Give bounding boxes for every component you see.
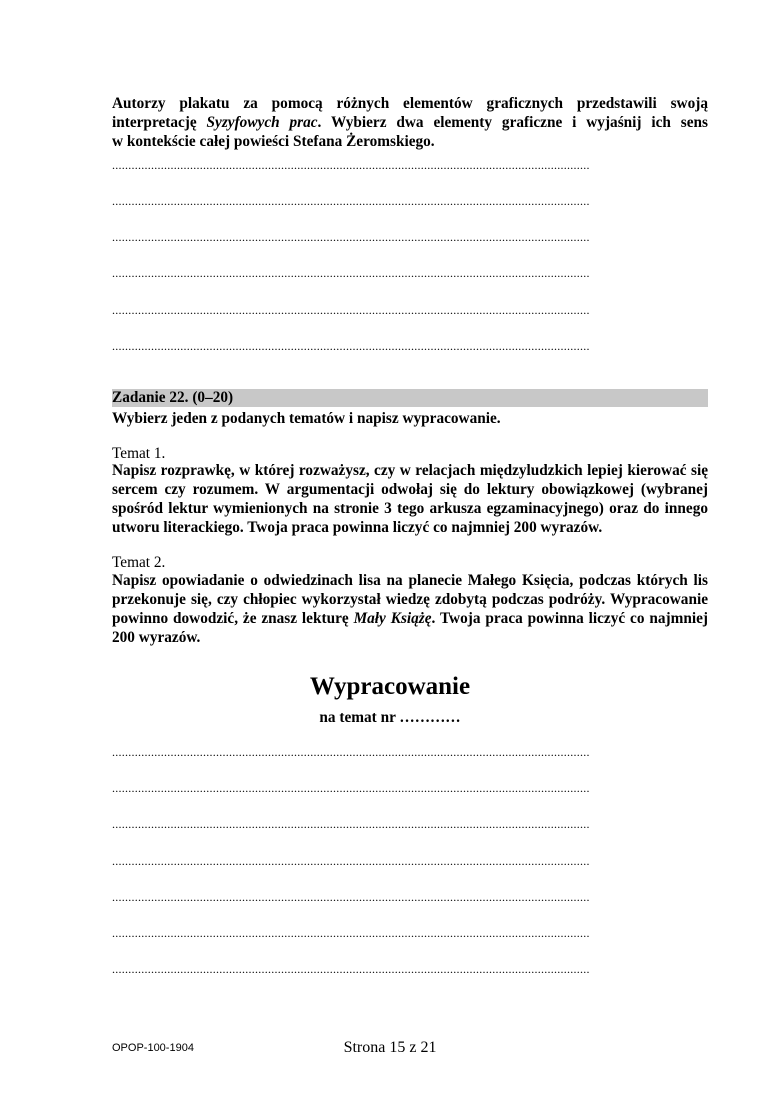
essay-topic-number[interactable]: na temat nr ………… [319,709,461,726]
answer-line[interactable]: ................................................................................................................................................... [112,158,590,172]
topic-1-text: Napisz rozprawkę, w której rozważysz, czy w relacjach międzyludzkich lepiej kierować się sercem czy rozumem. W argumentacji odwołaj się do lektury obowiązkowej (wybranej spośród lektur wymienionych na stronie 3 tego arkusza egzaminacyjnego) oraz do innego utworu literackiego. Twoja praca powinna liczyć co najmniej 200 wyrazów. [112,462,708,536]
answer-line[interactable]: ................................................................................................................................................... [112,194,590,208]
essay-line[interactable]: ................................................................................................................................................... [112,745,590,759]
topic-2-book-title: Mały Książę [353,610,432,627]
question-line-2-prefix: interpretację [112,114,207,131]
essay-line[interactable]: ................................................................................................................................................... [112,854,590,868]
essay-line[interactable]: ................................................................................................................................................... [112,962,590,976]
question-text [112,94,708,151]
essay-line[interactable]: ................................................................................................................................................... [112,926,590,940]
essay-line[interactable]: ................................................................................................................................................... [112,817,590,831]
question-line-2 [112,113,708,132]
answer-line[interactable]: ................................................................................................................................................... [112,266,590,280]
page-number: Strona 15 z 21 [343,1039,437,1056]
task-header-bar [112,389,708,407]
task-header: Zadanie 22. (0–20) [112,389,234,406]
topic-2-text-suffix: . Twoja praca powinna liczyć co najmniej 200 wyrazów. [112,610,708,646]
question-line-1: Autorzy plakatu za pomocą różnych elementów graficznych przedstawili swoją [112,95,708,112]
topic-2-label: Temat 2. [112,554,166,571]
question-book-title: Syzyfowych prac [206,114,318,131]
essay-line[interactable]: ................................................................................................................................................... [112,890,590,904]
essay-title: Wypracowanie [309,673,471,700]
topic-2-text [112,571,708,647]
topic-2-text-prefix: Napisz opowiadanie o odwiedzinach lisa na planecie Małego Księcia, podczas których lis przekonuje się, czy chłopiec wykorzystał wiedzę zdobytą podczas podróży. Wypracowanie powinno dowodzić, że znasz lekturę [112,572,708,627]
essay-line[interactable]: ................................................................................................................................................... [112,781,590,795]
answer-line[interactable]: ................................................................................................................................................... [112,339,590,353]
task-instruction: Wybierz jeden z podanych tematów i napisz wypracowanie. [112,410,501,427]
question-line-2-suffix: . Wybierz dwa elementy graficzne i wyjaśnij ich sens [317,114,709,131]
answer-line[interactable]: ................................................................................................................................................... [112,303,590,317]
topic-1-label: Temat 1. [112,445,166,462]
answer-line[interactable]: ................................................................................................................................................... [112,230,590,244]
exam-code: OPOP-100-1904 [112,1042,194,1054]
question-line-3: w kontekście całej powieści Stefana Żeromskiego. [112,133,435,150]
